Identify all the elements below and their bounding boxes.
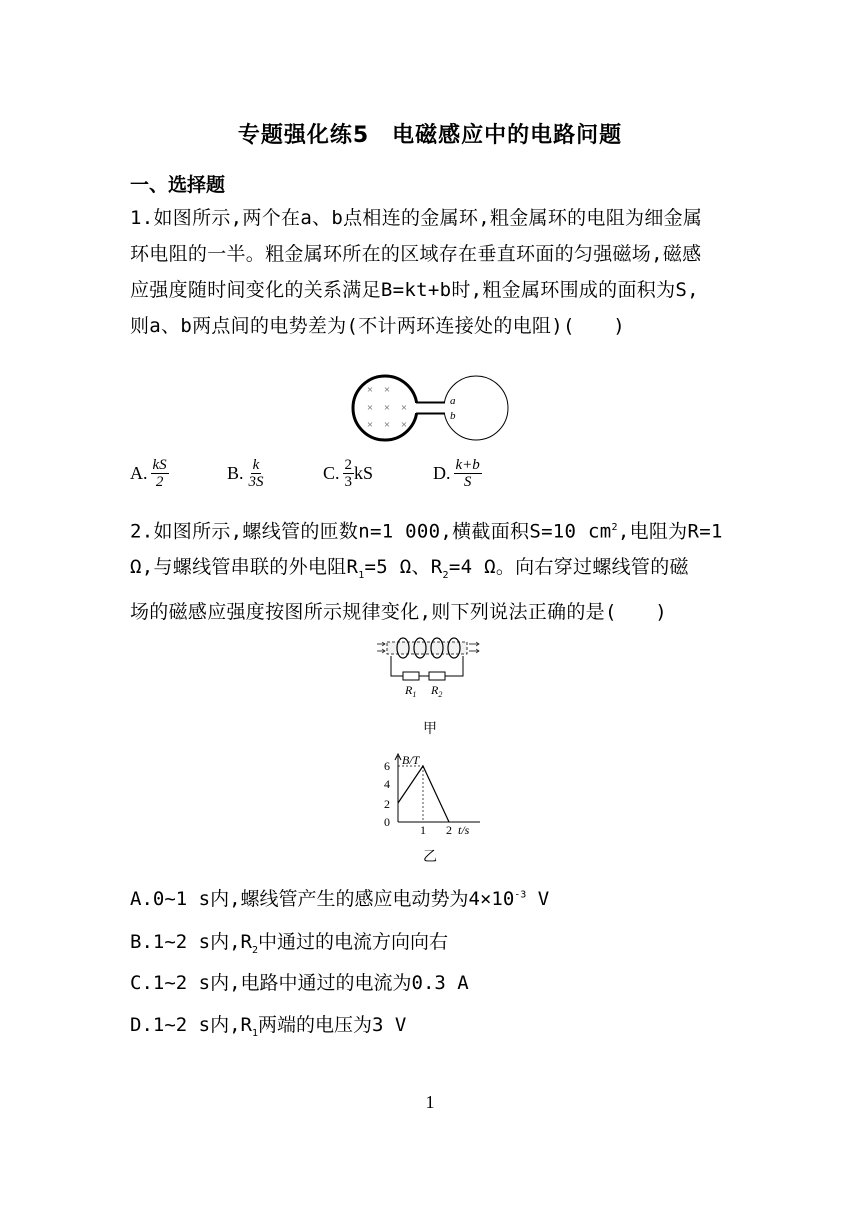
- figure-yi-caption: 乙: [423, 849, 437, 865]
- section-heading: 一、选择题: [130, 174, 226, 196]
- two-rings-figure: [350, 372, 520, 444]
- solenoid-circuit-figure: [375, 632, 485, 700]
- option-b[interactable]: B. $\frac{k}{3S}$: [227, 457, 264, 490]
- b-t-graph: [380, 750, 490, 835]
- y-tick: 6: [384, 759, 390, 773]
- option-d-fraction: $\frac{k+b}{S}$: [455, 457, 480, 490]
- graph-line: [398, 766, 449, 822]
- x-axis-label: t/s: [458, 823, 470, 835]
- option-a[interactable]: A. $\frac{kS}{2}$: [130, 457, 167, 490]
- question-1-options: [130, 457, 730, 497]
- answer-b[interactable]: B.1~2 s内$,R_2$中通过的电流方向向右: [130, 931, 448, 956]
- option-d[interactable]: D. $\frac{k+b}{S}$: [433, 457, 480, 490]
- y-tick: 2: [384, 797, 390, 811]
- magnetic-field-crosses: [367, 384, 407, 431]
- svg-text:×: ×: [366, 419, 374, 431]
- svg-text:×: ×: [383, 419, 391, 431]
- page-number: 1: [425, 1092, 435, 1112]
- y-tick: 0: [384, 815, 390, 829]
- svg-text:×: ×: [383, 384, 391, 396]
- question-1-line: 应强度随时间变化的关系满足B=kt+b时,粗金属环围成的面积为S,: [130, 279, 699, 301]
- question-2-line: 2.如图所示,螺线管的匝数n=1 000,横截面积S=10 $cm^2$,电阻为R=1: [130, 520, 723, 543]
- option-a-fraction: $\frac{kS}{2}$: [152, 457, 167, 490]
- question-1-text: [130, 200, 730, 344]
- r1-label: $R_1$: [405, 683, 417, 699]
- resistor-r2: [429, 672, 445, 680]
- question-2-line: 场的磁感应强度按图所示规律变化,则下列说法正确的是( ): [130, 601, 668, 624]
- figure-jia-caption: 甲: [423, 721, 437, 737]
- x-tick: 1: [420, 823, 426, 835]
- svg-text:×: ×: [400, 402, 408, 414]
- question-2-text: [130, 510, 730, 630]
- question-2-line: Ω,与螺线管串联的外电阻$R_1=5$ Ω、$R_2=4$ Ω。向右穿过螺线管的磁: [130, 556, 689, 582]
- answer-d[interactable]: D.1~2 s内$,R_1$两端的电压为3 V: [130, 1014, 407, 1039]
- svg-text:×: ×: [366, 384, 374, 396]
- y-axis-label: B/T: [402, 753, 420, 767]
- option-b-fraction: $\frac{k}{3S}$: [248, 457, 264, 490]
- question-1-line: 环电阻的一半。粗金属环所在的区域存在垂直环面的匀强磁场,磁感: [130, 243, 702, 265]
- svg-text:×: ×: [383, 402, 391, 414]
- point-b-label: b: [450, 410, 456, 422]
- answer-c[interactable]: C.1~2 s内,电路中通过的电流为0.3 A: [130, 972, 469, 994]
- question-1-line: 则a、b两点间的电势差为(不计两环连接处的电阻)( ): [130, 315, 626, 337]
- option-c-fraction: $\frac{2}{3}$: [344, 457, 353, 490]
- r2-label: $R_2$: [431, 683, 443, 699]
- option-c[interactable]: C. $\frac{2}{3}$ kS: [323, 457, 374, 490]
- svg-text:×: ×: [400, 419, 408, 431]
- svg-text:×: ×: [366, 402, 374, 414]
- question-1-line: 1.如图所示,两个在a、b点相连的金属环,粗金属环的电阻为细金属: [130, 207, 703, 229]
- page-title: 专题强化练5 电磁感应中的电路问题: [237, 123, 623, 148]
- answer-a[interactable]: A.0~1 s内,螺线管产生的感应电动势为$4\times 10^{-3}$ V: [130, 888, 550, 910]
- x-tick: 2: [446, 823, 452, 835]
- resistor-r1: [403, 672, 419, 680]
- point-a-label: a: [450, 395, 456, 407]
- y-tick: 4: [384, 777, 390, 791]
